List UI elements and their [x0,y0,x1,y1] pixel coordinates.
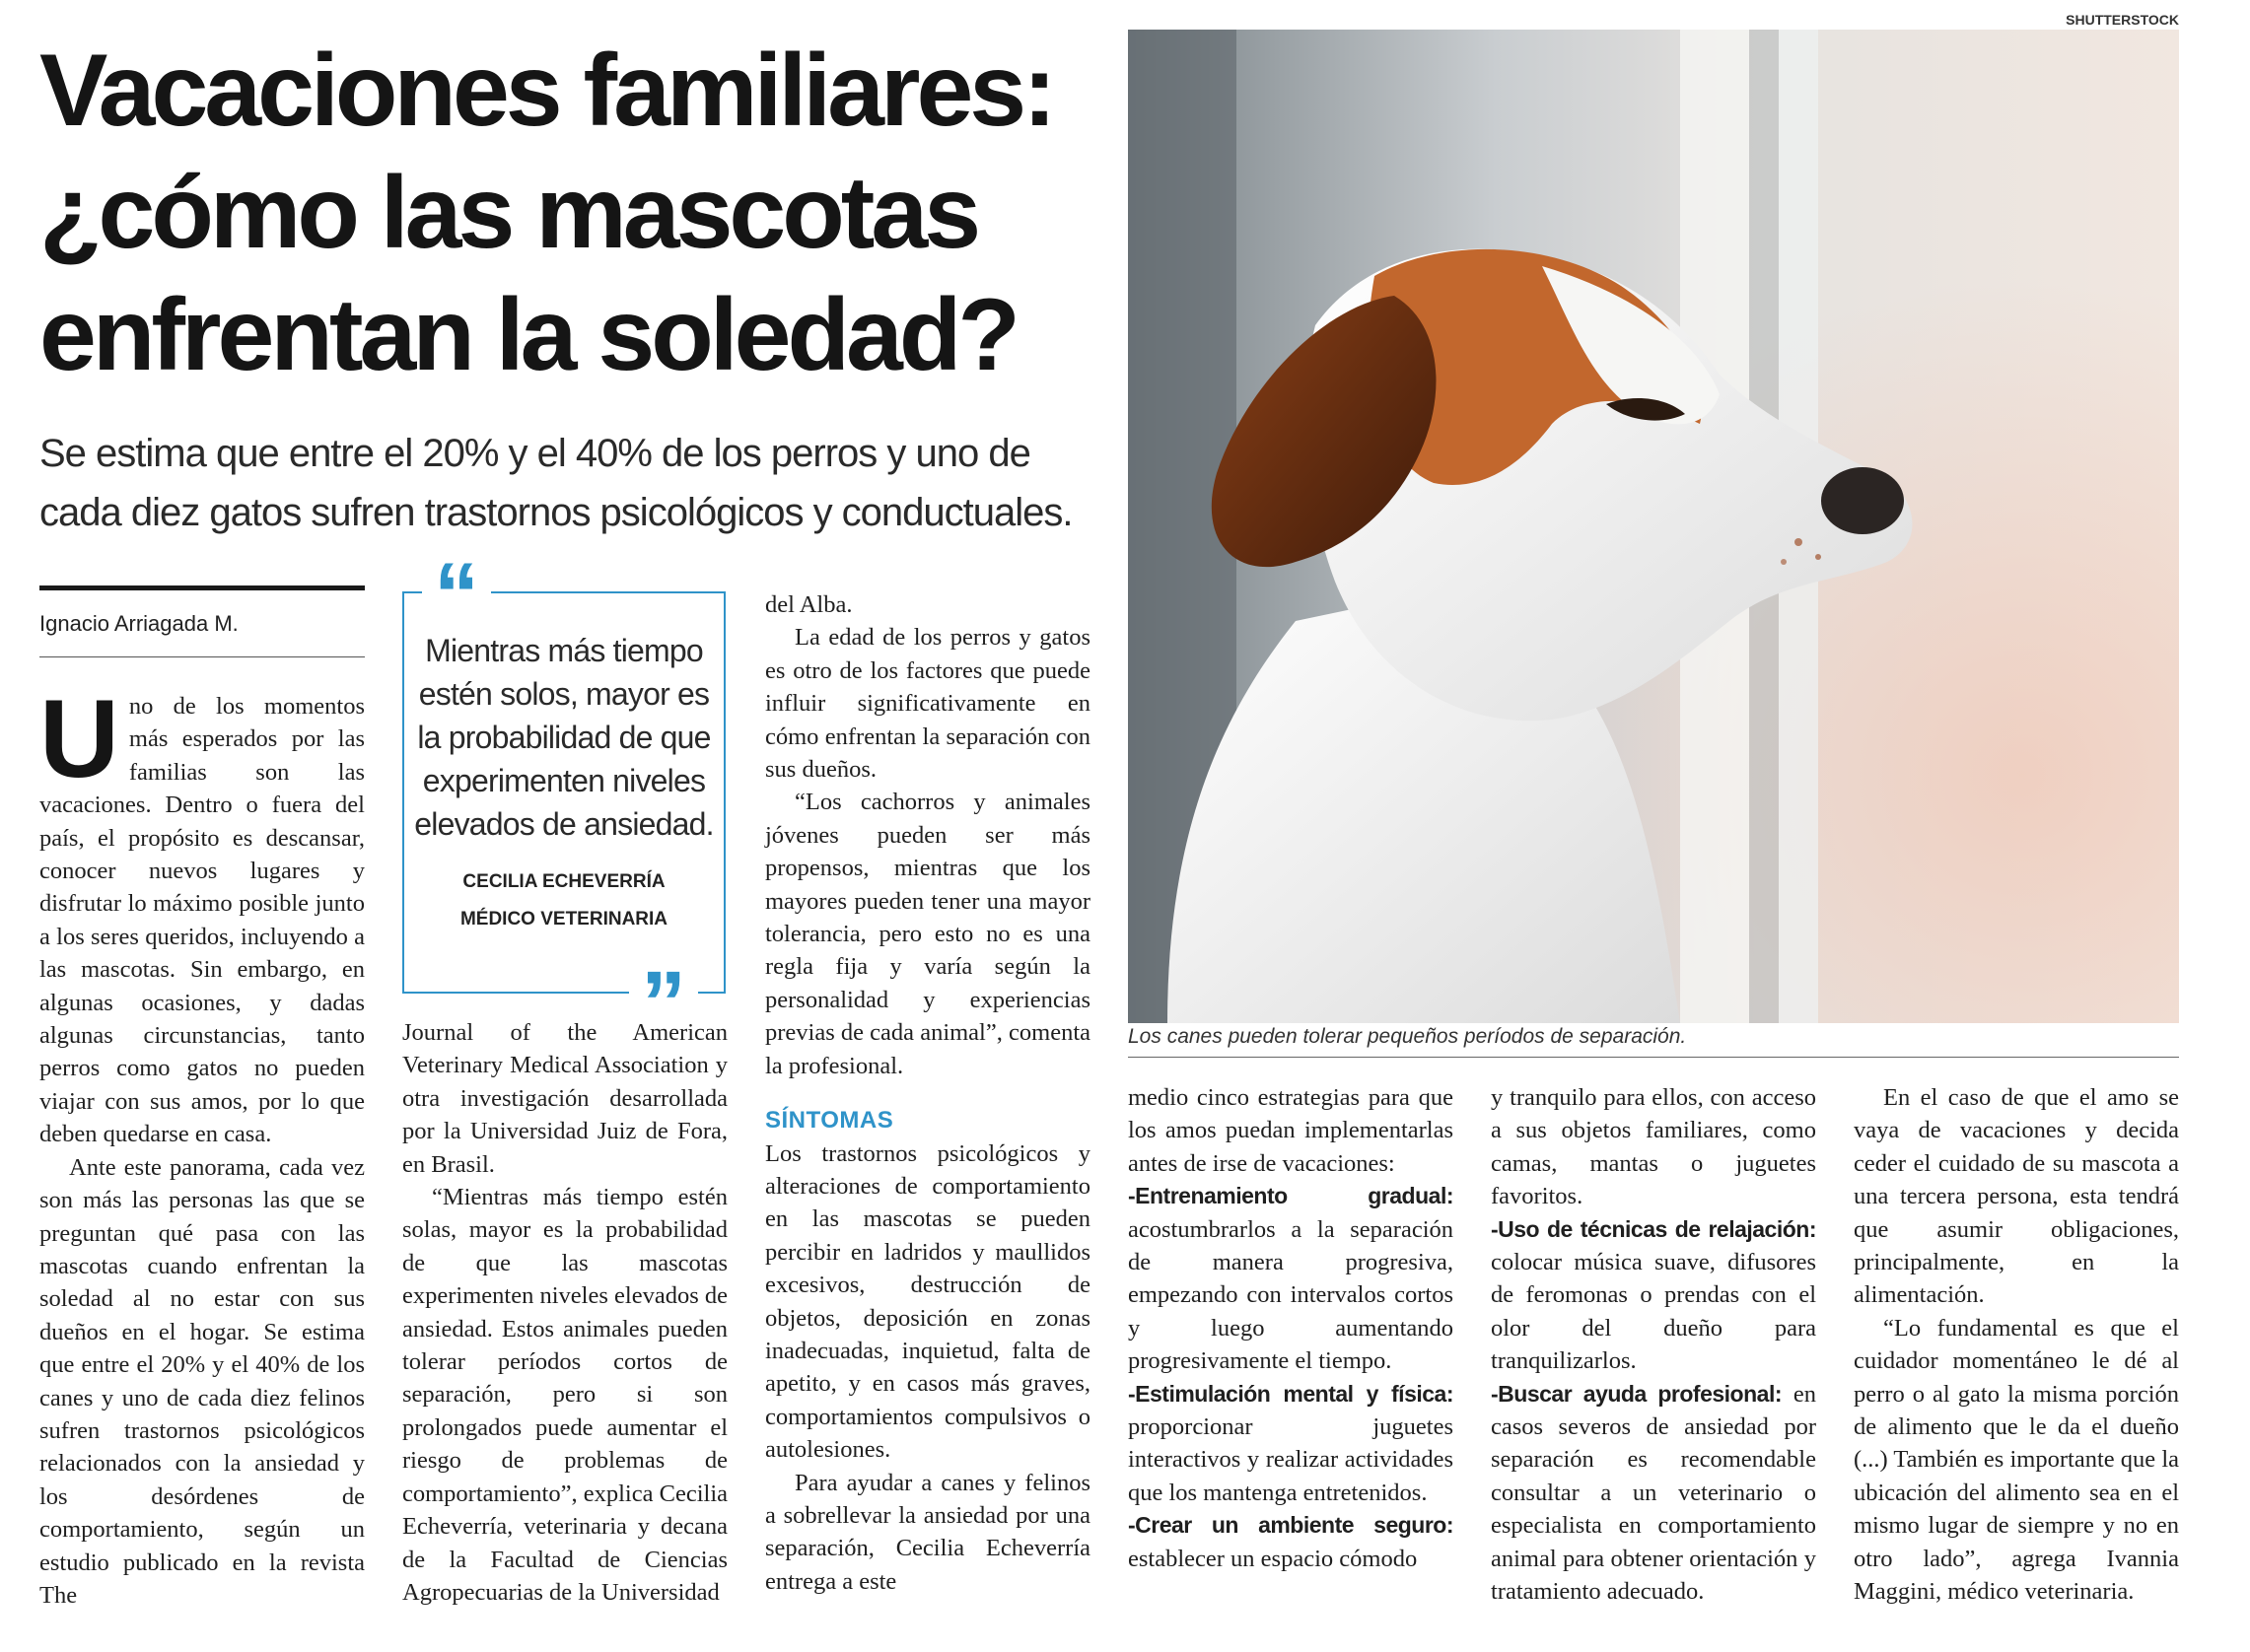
tip-text: en casos severos de ansiedad por separación es recomendable consultar a un veterinario o especialista en comportamiento animal para obtener orientación y tratamiento adecuado. [1491,1380,1816,1606]
paragraph-3: “Mientras más tiempo estén solas, mayor es la probabilidad de que las mascotas experimenten niveles elevados de ansiedad. Estos animales pueden tolerar períodos cortos de separación, pero si son prolongados puede aumentar el riesgo de problemas de comportamiento”, explica Cecilia Echeverría, veterinaria y decana de la Facultad de Ciencias Agropecuarias de la Universidad [402,1184,728,1606]
section-subhead: SÍNTOMAS [765,1107,894,1135]
tip-text: acostumbrarlos a la separación de manera progresiva, empezando con intervalos cortos y luego aumentando progresivamente el tiempo. [1128,1215,1453,1375]
byline: Ignacio Arriagada M. [39,611,239,636]
tip-term: -Buscar ayuda profesional: [1491,1380,1782,1407]
pull-quote-role: MÉDICO VETERINARIA [459,909,668,929]
tip-term: -Uso de técnicas de relajación: [1491,1215,1816,1242]
deck-line-2: cada diez gatos sufren trastornos psicológicos y conductuales. [39,491,1073,534]
caption-divider [1128,1057,2179,1058]
paragraph-2-continued: Journal of the American Veterinary Medical Association y otra investigación desarrollada por la Universidad Juiz de Fora, en Brasil. [402,1019,728,1178]
tip-text: establecer un espacio cómodo [1128,1545,1418,1572]
paragraph-intro-text: no de los momentos más esperados por las familias son las vacaciones. Dentro o fuera del país, el propósito es descansar, conocer nuevos lugares y disfrutar lo máximo posible junto a los seres queridos, incluyendo a las mascotas. Sin embargo, en algunas ocasiones, y dadas algunas circunstancias, tanto perros como gatos no pueden viajar con sus amos, por lo que deben quedarse en casa. [39,693,365,1148]
paragraph-4: La edad de los perros y gatos es otro de los factores que puede influir significativamente en cómo enfrentan la separación con sus dueños. [765,624,1090,784]
tip-item [1491,1213,1816,1378]
body-column-2 [402,1016,728,1652]
body-column-3 [765,588,1090,1652]
body-column-6 [1854,1081,2179,1652]
drop-cap: U [39,677,119,800]
headline-line-2: ¿cómo las mascotas [39,156,978,270]
open-quote-icon: “ [422,566,491,611]
paragraph-7-continued: medio cinco estrategias para que los amos puedan implementarlas antes de irse de vacaciones: [1128,1084,1453,1177]
pull-quote-attribution [414,863,714,938]
tip-item [1128,1509,1453,1575]
headline-line-1: Vacaciones familiares: [39,34,1053,148]
tip-term: -Estimulación mental y física: [1128,1380,1453,1407]
paragraph-2: Ante este panorama, cada vez son más las personas las que se preguntan qué pasa con las mascotas cuando enfrentan la soledad al no estar con sus dueños en el hogar. Se estima que entre el 20% y el 40% de los canes y uno de cada diez felinos sufren trastornos psicológicos relacionados con la ansiedad y los desórdenes de comportamiento, según un estudio publicado en la revista The [39,1153,365,1609]
deck-line-1: Se estima que entre el 20% y el 40% de los perros y uno de [39,432,1030,475]
paragraph-intro [39,677,365,1151]
tip-text: proporcionar juguetes interactivos y realizar actividades que los mantenga entretenidos. [1128,1413,1453,1506]
pull-quote-name: CECILIA ECHEVERRÍA [462,871,666,892]
deck-subtitle [39,424,1104,542]
pull-quote-text: Mientras más tiempo estén solos, mayor es la probabilidad de que experimenten niveles elevados de ansiedad. [414,633,714,842]
paragraph-3-continued: del Alba. [765,591,853,618]
close-quote-icon: ” [629,974,698,1019]
body-column-4 [1128,1081,1453,1652]
tip-term: -Entrenamiento gradual: [1128,1183,1453,1209]
paragraph-6: Los trastornos psicológicos y alteraciones de comportamiento en las mascotas se pueden percibir en ladridos y maullidos excesivos, destrucción de objetos, deposición en zonas inadecuadas, inquietud, falta de apetito, y en casos más graves, comportamientos compulsivos o autolesiones. [765,1139,1090,1464]
paragraph-7: Para ayudar a canes y felinos a sobrellevar la ansiedad por una separación, Cecilia Echeverría entrega a este [765,1469,1090,1595]
headline [39,30,1085,396]
body-column-5 [1491,1081,1816,1652]
tip-text: colocar música suave, difusores de feromonas o prendas con el olor del dueño para tranquilizarlos. [1491,1249,1816,1375]
byline-divider [39,656,365,657]
byline-rule [39,585,365,590]
tip-item [1491,1378,1816,1609]
photo-caption: Los canes pueden tolerar pequeños períodos de separación. [1128,1025,1687,1048]
tip-item [1128,1180,1453,1377]
tip-item [1128,1378,1453,1510]
paragraph-5: “Los cachorros y animales jóvenes pueden ser más propensos, mientras que los mayores pueden tener una mayor tolerancia, pero esto no es una regla fija y varía según la personalidad y experiencias previas de cada animal”, comenta la profesional. [765,789,1090,1079]
paragraph-9: “Lo fundamental es que el cuidador momentáneo le dé al perro o al gato la misma porción de alimento que le da el dueño (...) También es importante que la ubicación del alimento sea en el mismo lugar de siempre y no en otro lado”, agrega Ivannia Maggini, médico veterinaria. [1854,1314,2179,1606]
dog-photo [1128,30,2179,1023]
body-column-1 [39,677,365,1652]
photo-credit: SHUTTERSTOCK [2066,12,2179,28]
paragraph-8: En el caso de que el amo se vaya de vacaciones y decida ceder el cuidado de su mascota a una tercera persona, esta tendrá que asumir obligaciones, principalmente, en la alimentación. [1854,1084,2179,1309]
tip-3-continued: y tranquilo para ellos, con acceso a sus objetos familiares, como camas, mantas o juguetes favoritos. [1491,1084,1816,1210]
headline-line-3: enfrentan la soledad? [39,278,1017,392]
tip-term: -Crear un ambiente seguro: [1128,1512,1453,1539]
